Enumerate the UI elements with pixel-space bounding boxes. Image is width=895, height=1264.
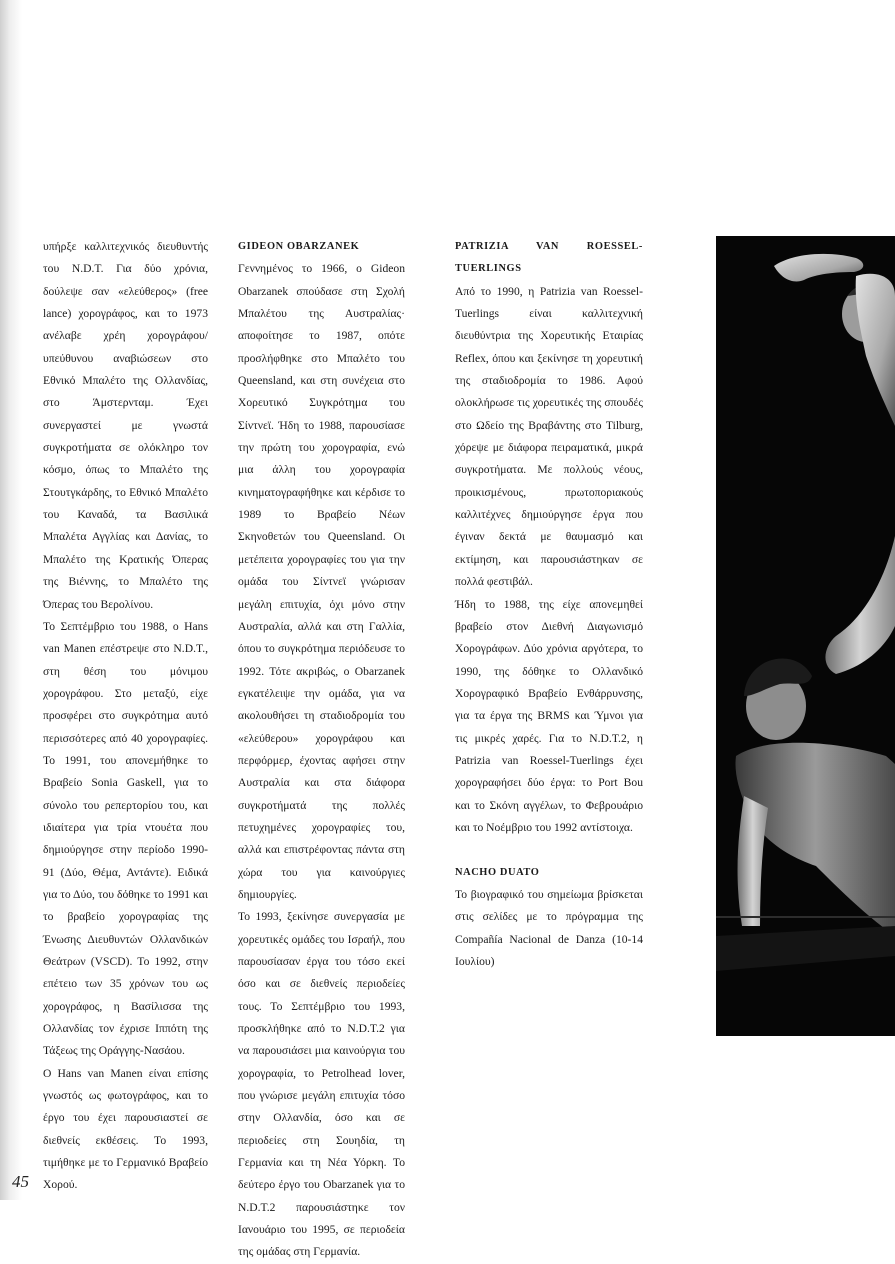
section-heading: PATRIZIA VAN ROESSEL-TUERLINGS	[455, 241, 643, 275]
bio-paragraph: Το 1993, ξεκίνησε συνεργασία με χορευτικές ομάδες του Ισραήλ, που παρουσίασαν έργα του τόσο εκεί όσο και σε διεθνείς περιοδείες τους. Το Σεπτέμβριο του 1993, προσκλήθηκε από το N.D.T.2 για να παρουσιάσει μια καινούργια του χορογραφία, το Petrolhead lover, που γνώρισε μεγάλη επιτυχία τόσο στην Ολλανδία, όσο και σε περιοδείες στη Σουηδία, τη Γερμανία και τη Νέα Υόρκη. Το δεύτερο έργο του Obarzanek για το N.D.T.2 παρουσιάστηκε τον Ιανουάριο του 1995, σε περιοδεία της ομάδας στη Γερμανία.	[238, 910, 405, 1259]
page-number: 45	[12, 1172, 29, 1191]
dancers-photo	[716, 236, 895, 1036]
column-patrizia-and-nacho	[455, 236, 643, 973]
section-spacer	[455, 839, 643, 861]
column-gideon-obarzanek	[238, 236, 405, 1264]
bio-paragraph: Γεννημένος το 1966, ο Gideon Obarzanek σπούδασε στη Σχολή Μπαλέτου της Αυστραλίας· αποφοίτησε το 1987, οπότε προσλήφθηκε στο Μπαλέτο του Queensland, και στη συνέχεια στο Χορευτικό Συγκρότημα του Σίντνεϊ. Ήδη το 1988, παρουσίασε την πρώτη του χορογραφία, ενώ μια άλλη του χορογραφία κινηματογραφήθηκε και κέρδισε το 1989 το Βραβείο Νέων Σκηνοθετών του Queensland. Οι μετέπειτα χορογραφίες του για την ομάδα του Σίντνεϊ γνώρισαν μεγάλη επιτυχία, όχι μόνο στην Αυστραλία, αλλά και στη Γαλλία, όπου το συγκρότημα περιόδευσε το 1992. Τότε ακριβώς, ο Obarzanek εγκατέλειψε την ομάδα, για να ακολουθήσει τη σταδιοδρομία του «ελεύθερου» χορογράφου και περφόρμερ, έχοντας αφήσει στην Αυστραλία και στα διάφορα συγκροτήματά της πολλές πετυχημένες χορογραφίες του, αλλά και επιστρέφοντας πάντα στη χώρα του για καινούργιες δημιουργίες.	[238, 262, 405, 901]
book-gutter-shadow	[0, 0, 22, 1200]
bio-paragraph: Το Σεπτέμβριο του 1988, ο Hans van Manen επέστρεψε στο N.D.T., στη θέση του μόνιμου χορογράφου. Στο μεταξύ, είχε προσφέρει στο συγκρότημα αυτό περισσότερες από 40 χορογραφίες. Το 1991, του απονεμήθηκε το Βραβείο Sonia Gaskell, για το σύνολο του ρεπερτορίου του, και ιδιαίτερα για τρία ντουέτα που δημιούργησε στην περίοδο 1990-91 (Δύο, Θέμα, Αντάντε). Ειδικά για το Δύο, του δόθηκε το 1991 και το βραβείο χορογραφίας της Ένωσης Διευθυντών Ολλανδικών Θεάτρων (VSCD). Το 1992, στην επέτειο των 35 χρόνων του ως χορογράφος, η Βασίλισσα της Ολλανδίας τον έχρισε Ιππότη της Τάξεως της Οράγγης-Νασάου.	[43, 619, 208, 1058]
bio-paragraph: Ήδη το 1988, της είχε απονεμηθεί βραβείο στον Διεθνή Διαγωνισμό Χορογράφων. Δύο χρόνια αργότερα, το 1990, της δόθηκε το Ολλανδικό Χορογραφικό Βραβείο Ενθάρρυνσης, για τα έργα της BRMS και Ύμνοι για τις μικρές χαρές. Για το N.D.T.2, η Patrizia van Roessel-Tuerlings έχει χορογραφήσει δύο έργα: το Port Bou και το Σκόνη αγγέλων, το Φεβρουάριο και το Νοέμβριο του 1992 αντίστοιχα.	[455, 597, 643, 834]
bio-paragraph: Ο Hans van Manen είναι επίσης γνωστός ως φωτογράφος, και το έργο του έχει παρουσιαστεί σε διεθνείς εκθέσεις. Το 1993, τιμήθηκε με το Γερμανικό Βραβείο Χορού.	[43, 1066, 208, 1192]
bio-paragraph: Από το 1990, η Patrizia van Roessel-Tuerlings είναι καλλιτεχνική διευθύντρια της Χορευτικής Εταιρίας Reflex, όπου και ξεκίνησε τη χορευτική της σταδιοδρομία το 1986. Αφού ολοκλήρωσε τις χορευτικές της σπουδές στο Ωδείο της Βραβάντης στο Tilburg, χόρεψε με διάφορα πειραματικά, μικρά συγκροτήματα. Με πολλούς νέους, προικισμένους, πρωτοποριακούς καλλιτέχνες δημιούργησε έργα που έγιναν δεκτά με θαυμασμό και εκτίμηση, και παρουσιάστηκαν σε πολλά φεστιβάλ.	[455, 284, 643, 589]
bio-paragraph: Το βιογραφικό του σημείωμα βρίσκεται στις σελίδες με το πρόγραμμα της Compañía Nacional de Danza (10-14 Ιουλίου)	[455, 887, 643, 968]
section-heading: GIDEON OBARZANEK	[238, 241, 360, 252]
section-heading: NACHO DUATO	[455, 866, 540, 878]
bio-paragraph: υπήρξε καλλιτεχνικός διευθυντής του N.D.T. Για δύο χρόνια, δούλεψε σαν «ελεύθερος» (free lance) χορογράφος, και το 1973 ανέλαβε χρέη χορογράφου/υπεύθυνου αναβιώσεων στο Εθνικό Μπαλέτο της Ολλανδίας, στο Άμστερνταμ. Έχει συνεργαστεί με γνωστά συγκροτήματα σε ολόκληρο τον κόσμο, όπως το Μπαλέτο της Στουτγκάρδης, το Εθνικό Μπαλέτο του Καναδά, τα Βασιλικά Μπαλέτα Αγγλίας και Δανίας, το Μπαλέτο της Κρατικής Όπερας της Βιέννης, το Μπαλέτο της Όπερας του Βερολίνου.	[43, 240, 208, 611]
column-hans-van-manen-continued	[43, 236, 208, 1197]
